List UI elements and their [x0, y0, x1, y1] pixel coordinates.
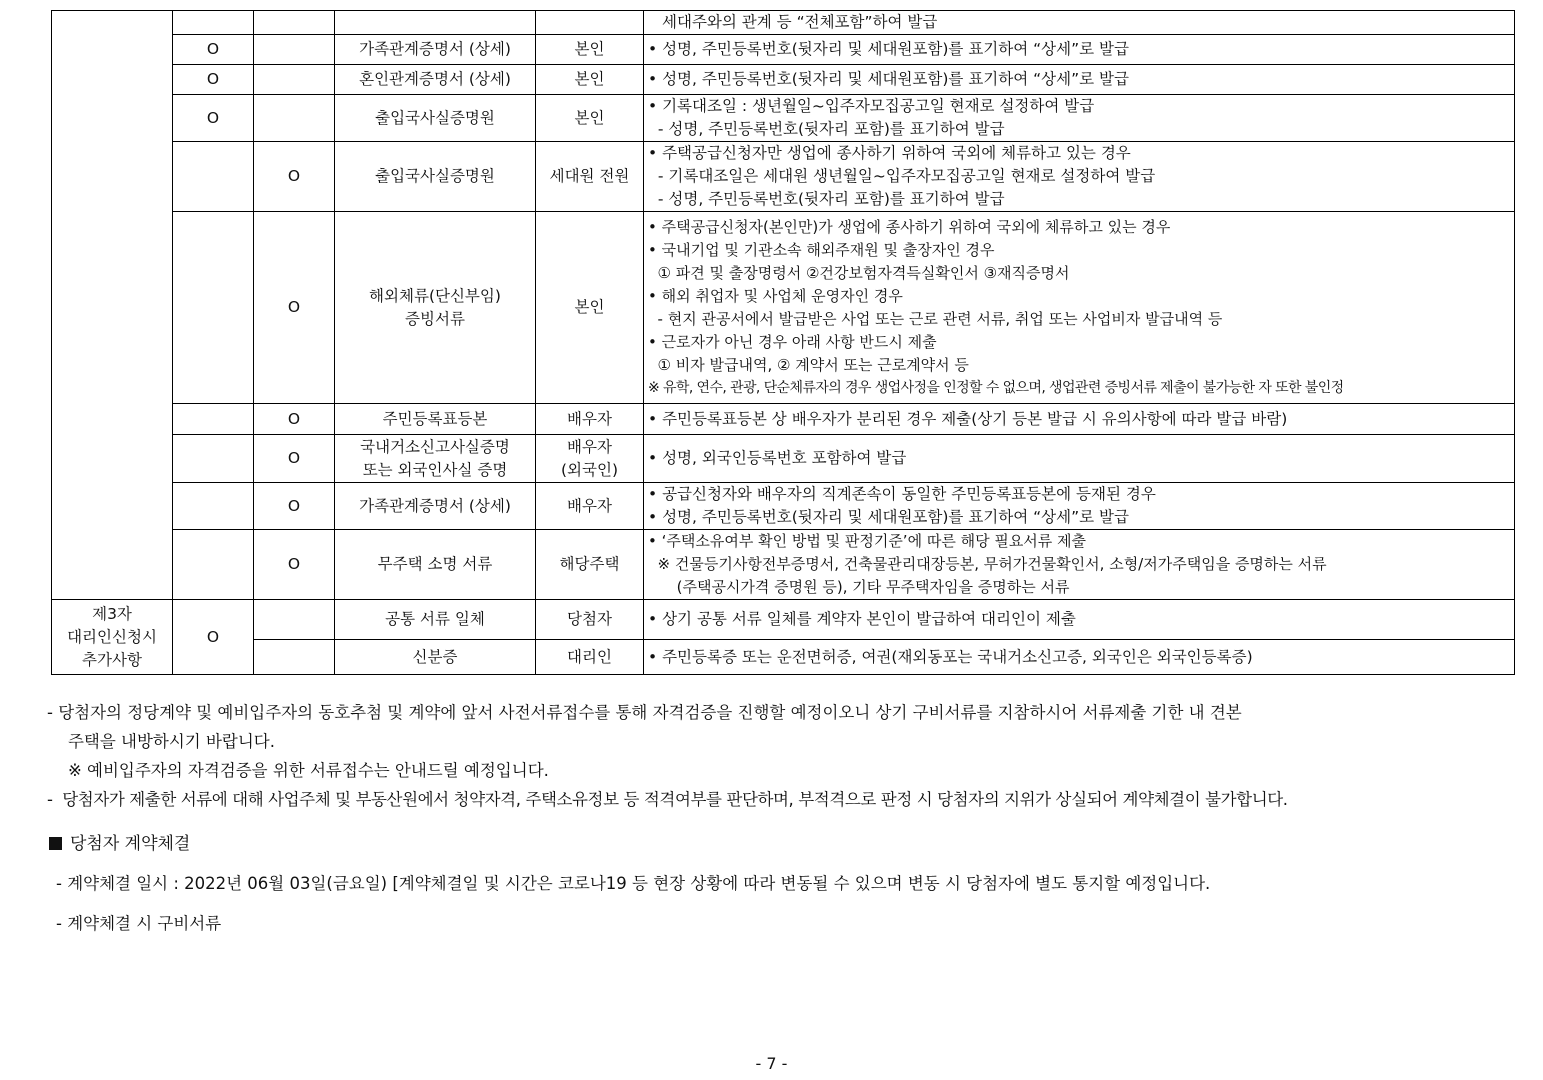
document-name-text: 해외체류(단신부임) 증빙서류 [369, 286, 501, 328]
col-conditional-mark: O [254, 142, 335, 212]
col-conditional-mark [254, 640, 335, 675]
document-target [536, 435, 644, 483]
col-conditional-mark: O [254, 435, 335, 483]
document-description: 세대주와의 관계 등 “전체포함”하여 발급 [644, 11, 1515, 35]
col-conditional-mark [254, 95, 335, 142]
col-required-mark: O [173, 600, 254, 675]
notes-block [47, 698, 1507, 814]
table-row [52, 212, 1515, 404]
document-description: • 성명, 외국인등록번호 포함하여 발급 [644, 435, 1515, 483]
col-conditional-mark: O [254, 483, 335, 530]
note-line: - 당첨자의 정당계약 및 예비입주자의 동호추첨 및 계약에 앞서 사전서류접수를 통해 자격검증을 진행할 예정이오니 상기 구비서류를 지참하시어 서류제출 기한 내 견본 [47, 703, 1242, 722]
document-description: • 성명, 주민등록번호(뒷자리 및 세대원포함)를 표기하여 “상세”로 발급 [644, 65, 1515, 95]
document-description: • 기록대조일 : 생년월일~입주자모집공고일 현재로 설정하여 발급 - 성명, 주민등록번호(뒷자리 포함)를 표기하여 발급 [644, 95, 1515, 142]
table-row [52, 11, 1515, 35]
section-heading [49, 830, 190, 858]
category-cell-empty [52, 11, 173, 600]
note-line: 주택을 내방하시기 바랍니다. [47, 732, 275, 751]
note-line: ※ 예비입주자의 자격검증을 위한 서류접수는 안내드릴 예정입니다. [47, 761, 549, 780]
document-target [536, 11, 644, 35]
document-description: • 성명, 주민등록번호(뒷자리 및 세대원포함)를 표기하여 “상세”로 발급 [644, 35, 1515, 65]
category-cell [52, 600, 173, 675]
document-name: 출입국사실증명원 [335, 142, 536, 212]
table-row [52, 530, 1515, 600]
document-target: 배우자 [536, 483, 644, 530]
document-target: 당첨자 [536, 600, 644, 640]
col-required-mark [173, 11, 254, 35]
document-name: 혼인관계증명서 (상세) [335, 65, 536, 95]
table-row [52, 404, 1515, 435]
col-conditional-mark: O [254, 530, 335, 600]
table-row [52, 435, 1515, 483]
col-required-mark [173, 435, 254, 483]
table-row [52, 640, 1515, 675]
document-name: 출입국사실증명원 [335, 95, 536, 142]
table-row [52, 483, 1515, 530]
document-name: 공통 서류 일체 [335, 600, 536, 640]
col-required-mark [173, 404, 254, 435]
col-conditional-mark: O [254, 404, 335, 435]
col-required-mark [173, 483, 254, 530]
document-target-text: 배우자 (외국인) [560, 437, 618, 479]
col-required-mark [173, 212, 254, 404]
contract-info [56, 870, 1210, 950]
required-documents-table [51, 10, 1515, 675]
col-required-mark: O [173, 65, 254, 95]
document-target: 세대원 전원 [536, 142, 644, 212]
document-name [335, 212, 536, 404]
document-description: • 주택공급신청자(본인만)가 생업에 종사하기 위하여 국외에 체류하고 있는 경우 • 국내기업 및 기관소속 해외주재원 및 출장자인 경우 ① 파견 및 출장명령서 ②건강보험자격득실확인서 ③재직증명서 • 해외 취업자 및 사업체 운영자인 경우 - 현지 관공서에서 발급받은 사업 또는 근로 관련 서류, 취업 또는 사업비자 발급내역 등 • 근로자가 아닌 경우 아래 사항 반드시 제출 ① 비자 발급내역, ② 계약서 또는 근로계약서 등 ※ 유학, 연수, 관광, 단순체류자의 경우 생업사정을 인정할 수 없으며, 생업관련 증빙서류 제출이 불가능한 자 또한 불인정 [644, 212, 1515, 404]
document-name [335, 11, 536, 35]
document-description: • 주택공급신청자만 생업에 종사하기 위하여 국외에 체류하고 있는 경우 - 기록대조일은 세대원 생년월일~입주자모집공고일 현재로 설정하여 발급 - 성명, 주민등록번호(뒷자리 포함)를 표기하여 발급 [644, 142, 1515, 212]
document-target: 본인 [536, 35, 644, 65]
contract-line: - 계약체결 일시 : 2022년 06월 03일(금요일) [계약체결일 및 시간은 코로나19 등 현장 상황에 따라 변동될 수 있으며 변동 시 당첨자에 별도 통지할 예정입니다. [56, 874, 1211, 893]
document-target: 대리인 [536, 640, 644, 675]
document-name: 주민등록표등본 [335, 404, 536, 435]
document-target: 배우자 [536, 404, 644, 435]
document-name: 신분증 [335, 640, 536, 675]
col-required-mark [173, 530, 254, 600]
document-name: 가족관계증명서 (상세) [335, 483, 536, 530]
document-name: 가족관계증명서 (상세) [335, 35, 536, 65]
square-bullet-icon [49, 837, 62, 850]
col-conditional-mark [254, 600, 335, 640]
section-title: 당첨자 계약체결 [70, 834, 191, 854]
col-required-mark: O [173, 35, 254, 65]
table-row [52, 35, 1515, 65]
table-row [52, 142, 1515, 212]
note-line: - 당첨자가 제출한 서류에 대해 사업주체 및 부동산원에서 청약자격, 주택소유정보 등 적격여부를 판단하며, 부적격으로 판정 시 당첨자의 지위가 상실되어 계약체결이 불가합니다. [47, 790, 1288, 809]
document-description: • ‘주택소유여부 확인 방법 및 판정기준’에 따른 해당 필요서류 제출 ※ 건물등기사항전부증명서, 건축물관리대장등본, 무허가건물확인서, 소형/저가주택임을 증명하는 서류 (주택공시가격 증명원 등), 기타 무주택자임을 증명하는 서류 [644, 530, 1515, 600]
document-description: • 주민등록표등본 상 배우자가 분리된 경우 제출(상기 등본 발급 시 유의사항에 따라 발급 바람) [644, 404, 1515, 435]
col-conditional-mark [254, 11, 335, 35]
contract-line: - 계약체결 시 구비서류 [56, 914, 222, 933]
table-row [52, 95, 1515, 142]
document-description: • 주민등록증 또는 운전면허증, 여권(재외동포는 국내거소신고증, 외국인은 외국인등록증) [644, 640, 1515, 675]
col-required-mark [173, 142, 254, 212]
document-name-text: 국내거소신고사실증명 또는 외국인사실 증명 [360, 437, 510, 479]
document-target: 해당주택 [536, 530, 644, 600]
col-conditional-mark: O [254, 212, 335, 404]
document-description: • 상기 공통 서류 일체를 계약자 본인이 발급하여 대리인이 제출 [644, 600, 1515, 640]
col-conditional-mark [254, 35, 335, 65]
category-label: 제3자 대리인신청시 추가사항 [67, 604, 157, 669]
document-description: • 공급신청자와 배우자의 직계존속이 동일한 주민등록표등본에 등재된 경우 • 성명, 주민등록번호(뒷자리 및 세대원포함)를 표기하여 “상세”로 발급 [644, 483, 1515, 530]
document-target: 본인 [536, 65, 644, 95]
table-row [52, 600, 1515, 640]
page-number: - 7 - [755, 1054, 788, 1073]
document-name [335, 435, 536, 483]
table-row [52, 65, 1515, 95]
document-target: 본인 [536, 95, 644, 142]
document-target: 본인 [536, 212, 644, 404]
document-name: 무주택 소명 서류 [335, 530, 536, 600]
col-required-mark: O [173, 95, 254, 142]
col-conditional-mark [254, 65, 335, 95]
